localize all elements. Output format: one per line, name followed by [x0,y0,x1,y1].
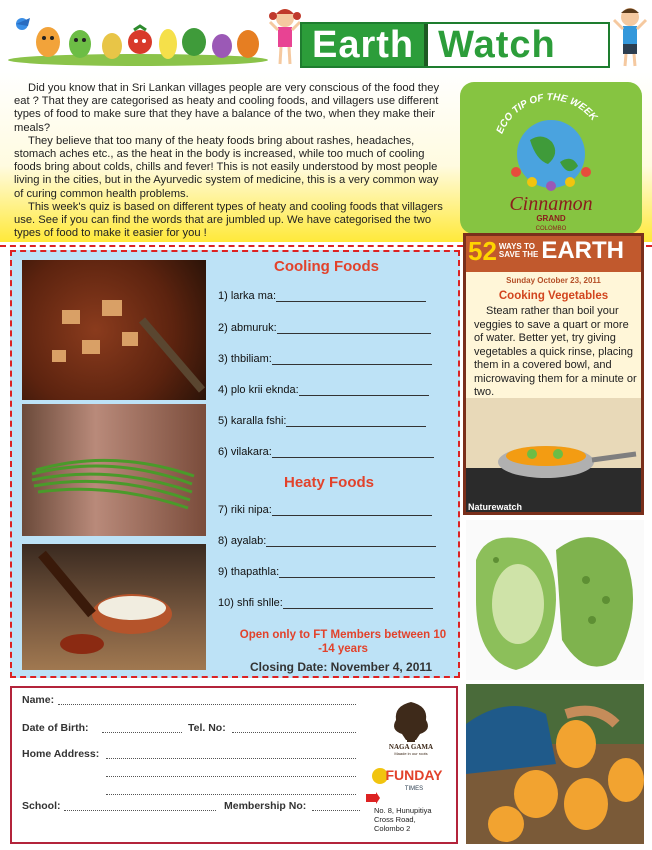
cooling-foods-heading: Cooling Foods [274,258,379,275]
52-ways-panel [463,233,644,515]
dob-field[interactable] [102,724,182,733]
quiz-item-7: 7) riki nipa: [218,504,432,516]
address-line: Colombo 2 [374,824,411,833]
tel-label: Tel. No: [188,722,226,734]
king-coconut-photo [466,684,644,844]
school-label: School: [22,800,61,812]
funday-text: FUNDAY [385,767,443,783]
closing-date: Closing Date: November 4, 2011 [250,660,433,674]
ways-body: Steam rather than boil your veggies to save a quart or more of water. Better yet, try giving vegetables a quick rinse, placing them in a covered bowl, and microwaving them for a minute or two. [474,305,637,398]
quiz-item-9: 9) thapathla: [218,566,435,578]
title-watch: Watch [428,24,608,66]
cinnamon-colombo: COLOMBO [535,226,567,232]
answer-blank[interactable] [277,324,431,334]
ways-earth: EARTH [541,237,625,264]
curry-pot-photo [22,260,206,400]
cinnamon-grand: GRAND [536,214,566,223]
address-field-line2[interactable] [106,768,356,777]
naga-gama-text: NAGA GAMA [388,743,434,751]
answer-blank[interactable] [286,417,426,427]
quiz-item-8: 8) ayalab: [218,535,436,547]
intro-text [14,82,450,240]
title-earth: Earth [302,24,424,66]
naga-gama-logo [386,696,436,756]
answer-blank[interactable] [279,568,435,578]
answer-blank[interactable] [283,599,433,609]
vegetable-characters-illustration [8,8,268,66]
quiz-item-3: 3) thbiliam: [218,353,432,365]
ways-subtitle: WAYS TO SAVE THE [498,242,539,259]
tel-field[interactable] [232,724,356,733]
earth-watch-title [300,22,610,68]
eco-tip-arc-text: ECO TIP OF THE WEEK [494,92,600,136]
answer-blank[interactable] [266,537,436,547]
quiz-item-2: 2) abmuruk: [218,322,431,334]
boy-cartoon-icon [612,4,648,70]
name-field[interactable] [58,696,356,705]
bitter-gourd-photo [466,520,644,680]
address-field-line1[interactable] [106,750,356,759]
membership-field[interactable] [312,802,360,811]
address-line: Cross Road, [374,815,416,824]
address-line: No. 8, Hunupitiya [374,806,432,815]
52-ways-header [468,238,624,264]
eligibility-note: Open only to FT Members between 10 -14 years [239,629,447,655]
entry-form [10,686,458,844]
girl-cartoon-icon [268,4,302,70]
page-header [0,0,652,72]
ways-date: Sunday October 23, 2011 [506,276,601,285]
cooking-pan-photo [466,398,641,512]
quiz-item-10: 10) shfi shlle: [218,597,433,609]
curd-treacle-photo [22,544,206,670]
intro-paragraph: This week's quiz is based on different types of heaty and cooling foods that villagers use. See if you can find the words that are jumbled up. We have categorised the two types of food to make it easier for you ! [14,200,443,240]
address-field-line3[interactable] [106,786,356,795]
eco-tip-globe-illustration [460,82,642,234]
ways-title: Cooking Vegetables [498,290,609,302]
name-label: Name: [22,694,55,706]
cinnamon-logo: Cinnamon [509,193,593,215]
arrow-icon [366,792,380,804]
postal-address [374,806,432,833]
school-field[interactable] [64,802,216,811]
quiz-item-1: 1) larka ma: [218,290,426,302]
ways-content [466,272,641,512]
answer-blank[interactable] [272,506,432,516]
quiz-item-5: 5) karalla fshi: [218,415,426,427]
membership-label: Membership No: [224,800,307,812]
answer-blank[interactable] [272,448,434,458]
quiz-item-4: 4) plo krii eknda: [218,384,429,396]
answer-blank[interactable] [272,355,432,365]
intro-paragraph: Did you know that in Sri Lankan villages people are very conscious of the food they eat ? That they are categorised as heaty and cooling foods, and villagers use different types of food to make sure that they have a balance of the two, when they make their meals? [14,82,440,134]
home-address-label: Home Address: [22,748,100,760]
ways-number: 52 [468,236,497,266]
naga-gama-tagline: Maade in our roots [394,751,428,756]
dob-label: Date of Birth: [22,722,89,734]
naturewatch-credit: Naturewatch [468,502,523,512]
times-text: TIMES [404,786,424,792]
intro-paragraph: They believe that too many of the heaty foods bring about rashes, headaches, stomach aches etc., as the heat in the body is increased, while too much of cooling foods bring about colds, chills and fever! This is not easily understood by most people living in the cities, but in the Ayurvedic system of medicine, this is a very common way of curing common health problems. [14,134,439,200]
quiz-panel [10,250,460,678]
long-beans-photo [22,404,206,536]
heaty-foods-heading: Heaty Foods [284,474,375,491]
quiz-item-6: 6) vilakara: [218,446,434,458]
eco-tip-badge [460,82,642,234]
funday-times-logo [370,762,450,796]
answer-blank[interactable] [276,292,426,302]
answer-blank[interactable] [299,386,429,396]
